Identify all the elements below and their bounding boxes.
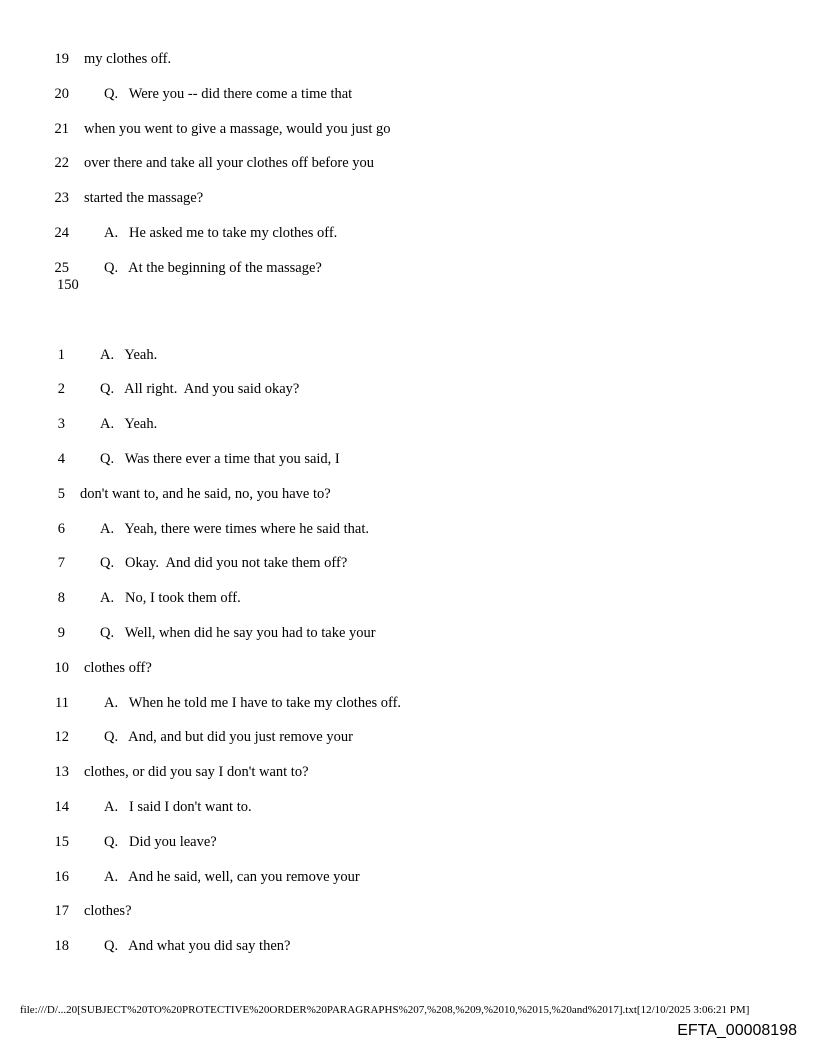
line-text: don't want to, and he said, no, you have to? <box>80 486 331 502</box>
file-path-footer: file:///D/...20[SUBJECT%20TO%20PROTECTIVE%20ORDER%20PARAGRAPHS%207,%208,%209,%2010,%2015,%20and%2017].txt[12/10/2025 3:06:21 PM] <box>20 1004 750 1016</box>
transcript-line <box>0 345 158 365</box>
transcript-line <box>0 623 376 643</box>
line-text: A. I said I don't want to. <box>104 799 252 815</box>
line-text: Q. Were you -- did there come a time that <box>104 86 353 102</box>
line-number: 11 <box>55 695 69 711</box>
line-number: 2 <box>57 381 65 397</box>
line-number: 19 <box>54 51 69 67</box>
transcript-line <box>0 936 291 956</box>
line-number: 10 <box>54 660 69 676</box>
line-text: when you went to give a massage, would you just go <box>84 121 391 137</box>
line-number: 20 <box>54 86 69 102</box>
transcript-line <box>0 484 331 504</box>
line-number: 18 <box>54 938 69 954</box>
line-text: clothes? <box>84 903 132 919</box>
transcript-line <box>0 901 132 921</box>
document-id: EFTA_00008198 <box>677 1022 797 1039</box>
line-text: Q. And what you did say then? <box>104 938 291 954</box>
transcript-line <box>0 84 353 104</box>
line-number: 25 <box>54 260 69 276</box>
transcript-line <box>0 658 152 678</box>
line-number: 6 <box>57 521 65 537</box>
line-number: 23 <box>54 190 69 206</box>
line-text: A. Yeah, there were times where he said that. <box>100 521 369 537</box>
line-number: 13 <box>54 764 69 780</box>
line-text: Q. All right. And you said okay? <box>100 381 300 397</box>
line-text: A. Yeah. <box>100 416 158 432</box>
transcript-line <box>0 762 309 782</box>
line-number: 8 <box>57 590 65 606</box>
transcript-line <box>0 379 300 399</box>
line-number: 14 <box>54 799 69 815</box>
transcript-line <box>0 223 338 243</box>
transcript-line <box>0 797 252 817</box>
line-text: clothes, or did you say I don't want to? <box>84 764 309 780</box>
transcript-line <box>0 553 348 573</box>
transcript-line <box>0 588 241 608</box>
line-text: Q. Okay. And did you not take them off? <box>100 555 348 571</box>
page-number: 150 <box>57 277 79 293</box>
line-number: 1 <box>57 347 65 363</box>
line-text: A. No, I took them off. <box>100 590 241 606</box>
line-text: my clothes off. <box>84 51 172 67</box>
transcript-line <box>0 832 217 852</box>
line-number: 9 <box>57 625 65 641</box>
line-number: 7 <box>57 555 65 571</box>
line-text: over there and take all your clothes off before you <box>84 155 375 171</box>
line-number: 21 <box>54 121 69 137</box>
transcript-line <box>0 258 322 278</box>
transcript-line <box>0 414 158 434</box>
line-text: Q. Well, when did he say you had to take your <box>100 625 376 641</box>
transcript-line <box>0 188 204 208</box>
transcript-line <box>0 519 369 539</box>
transcript-line <box>0 693 402 713</box>
transcript-line <box>0 727 353 747</box>
line-text: clothes off? <box>84 660 152 676</box>
line-number: 22 <box>54 155 69 171</box>
line-text: Q. Did you leave? <box>104 834 217 850</box>
transcript-line <box>0 119 391 139</box>
line-text: Q. And, and but did you just remove your <box>104 729 353 745</box>
line-text: A. And he said, well, can you remove your <box>104 869 360 885</box>
transcript-line <box>0 449 340 469</box>
line-number: 24 <box>54 225 69 241</box>
line-text: A. Yeah. <box>100 347 158 363</box>
line-number: 5 <box>57 486 65 502</box>
line-text: A. When he told me I have to take my clothes off. <box>104 695 402 711</box>
line-text: started the massage? <box>84 190 204 206</box>
line-number: 3 <box>57 416 65 432</box>
transcript-line <box>0 867 360 887</box>
line-number: 17 <box>54 903 69 919</box>
line-number: 4 <box>57 451 65 467</box>
line-text: Q. At the beginning of the massage? <box>104 260 322 276</box>
line-text: Q. Was there ever a time that you said, I <box>100 451 340 467</box>
line-number: 15 <box>54 834 69 850</box>
line-number: 12 <box>54 729 69 745</box>
transcript-line <box>0 153 375 173</box>
transcript-line <box>0 49 172 69</box>
line-number: 16 <box>54 869 69 885</box>
line-text: A. He asked me to take my clothes off. <box>104 225 338 241</box>
